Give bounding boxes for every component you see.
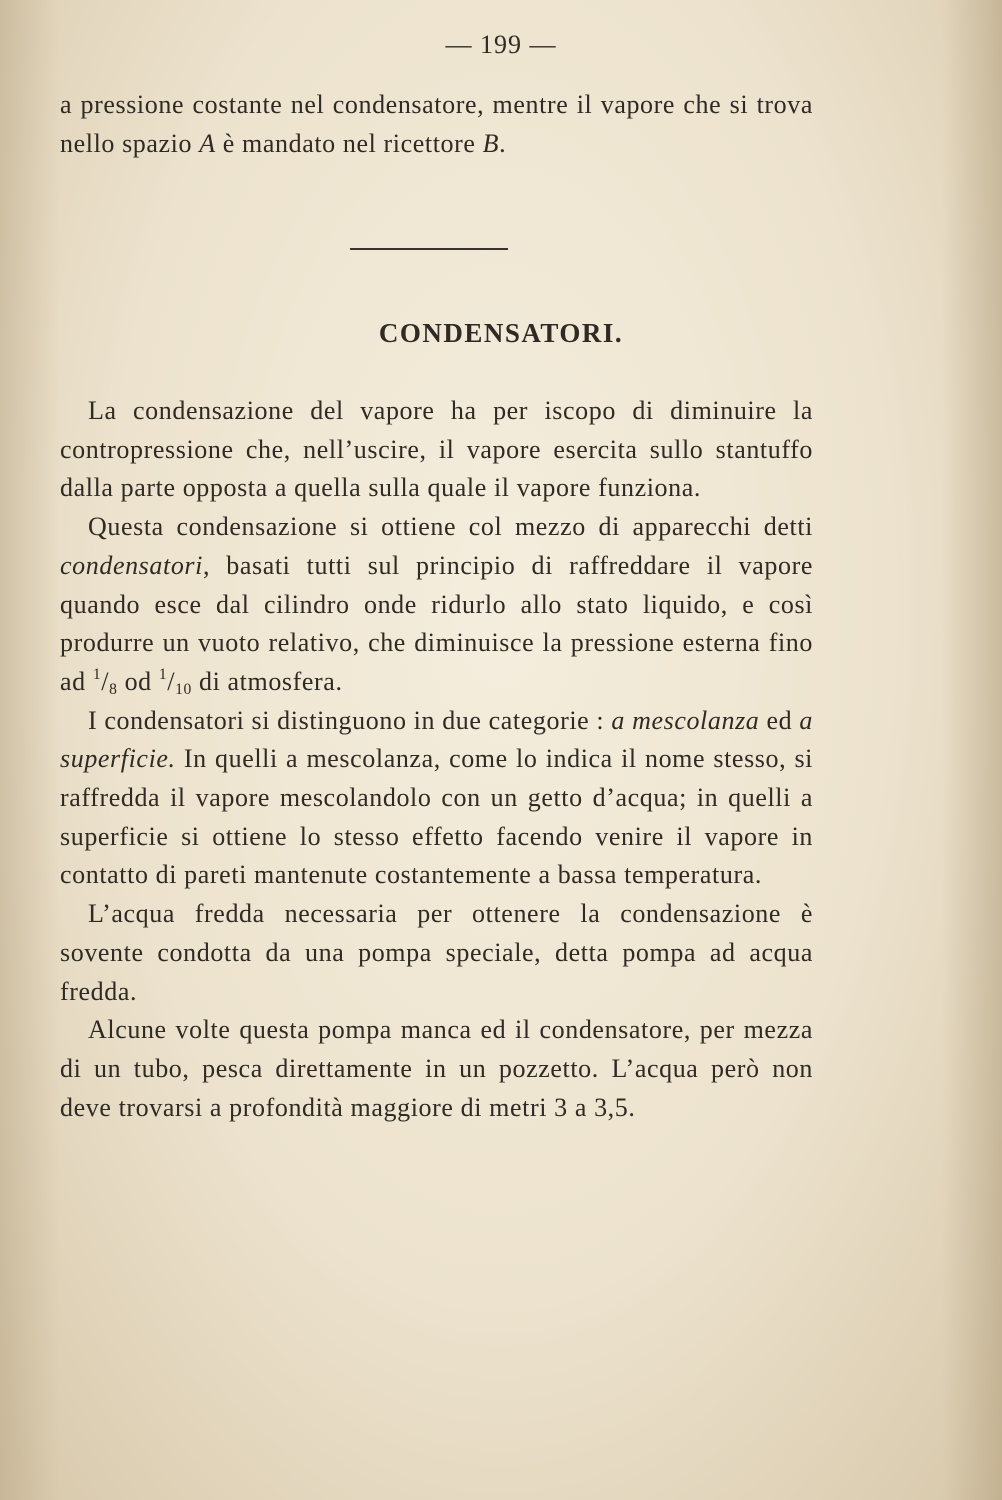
- continuation-text-c: .: [499, 128, 507, 158]
- fraction-2-denominator: 10: [175, 680, 192, 698]
- paragraph-1: La condensazione del vapore ha per iscopo di diminuire la contropressione che, nell’uscire, il vapore esercita sullo stantuffo dalla parte opposta a quella sulla quale il vapore funziona.: [60, 396, 813, 503]
- paragraph-3-italic-1: a mescolanza: [611, 705, 760, 735]
- section-divider: [350, 248, 508, 250]
- paragraph-2: [60, 508, 813, 702]
- continuation-text-a: a pressione costante nel condensatore, mentre il vapore che si trova nello spazio: [60, 90, 813, 158]
- paragraph-3: [60, 702, 813, 896]
- paragraph-2-text-b: , basati tutti sul principio di raffreddare il vapore quando esce dal cilindro onde ridurlo allo stato liquido, e così produrre un vuoto relativo, che diminuisce la pressione esterna fino ad: [60, 550, 813, 696]
- fraction-one-eighth: $^1/_8$: [92, 666, 118, 698]
- fraction-one-tenth: $^1/_{10}$: [158, 666, 192, 698]
- continuation-paragraph: [60, 86, 813, 163]
- paragraph-3-italic-2: a superficie.: [60, 705, 813, 774]
- section-heading: CONDENSATORI.: [378, 318, 624, 348]
- fraction-1-numerator: 1: [92, 666, 102, 684]
- paragraph-2-text-c: od: [117, 666, 159, 696]
- paragraph-3-text-b: ed: [759, 705, 800, 735]
- section-body: [60, 392, 813, 1127]
- paragraph-2-text-d: di atmosfera.: [191, 666, 343, 696]
- variable-b: B: [482, 128, 500, 158]
- paragraph-5: Alcune volte questa pompa manca ed il condensatore, per mezza di un tubo, pesca direttamente in un pozzetto. L’acqua però non deve trovarsi a profondità maggiore di metri 3 a 3,5.: [60, 1015, 813, 1122]
- paragraph-3-text-c: In quelli a mescolanza, come lo indica il nome stesso, si raffredda il vapore mescolandolo con un getto d’acqua; in quelli a superficie si ottiene lo stesso effetto facendo venire il vapore in contatto di pareti mantenute costantemente a bassa temperatura.: [60, 744, 813, 890]
- fraction-1-denominator: 8: [109, 680, 118, 698]
- variable-a: A: [199, 128, 216, 158]
- paragraph-2-text-a: Questa condensazione si ottiene col mezzo di apparecchi detti: [88, 512, 813, 542]
- fraction-2-numerator: 1: [158, 666, 168, 684]
- paragraph-4: L’acqua fredda necessaria per ottenere la condensazione è sovente condotta da una pompa speciale, detta pompa ad acqua fredda.: [60, 899, 813, 1006]
- paragraph-2-italic: condensatori: [60, 550, 203, 580]
- page-number: — 199 —: [445, 30, 557, 59]
- continuation-text-b: è mandato nel ricettore: [215, 128, 483, 158]
- paragraph-3-text-a: I condensatori si distinguono in due categorie :: [88, 705, 612, 735]
